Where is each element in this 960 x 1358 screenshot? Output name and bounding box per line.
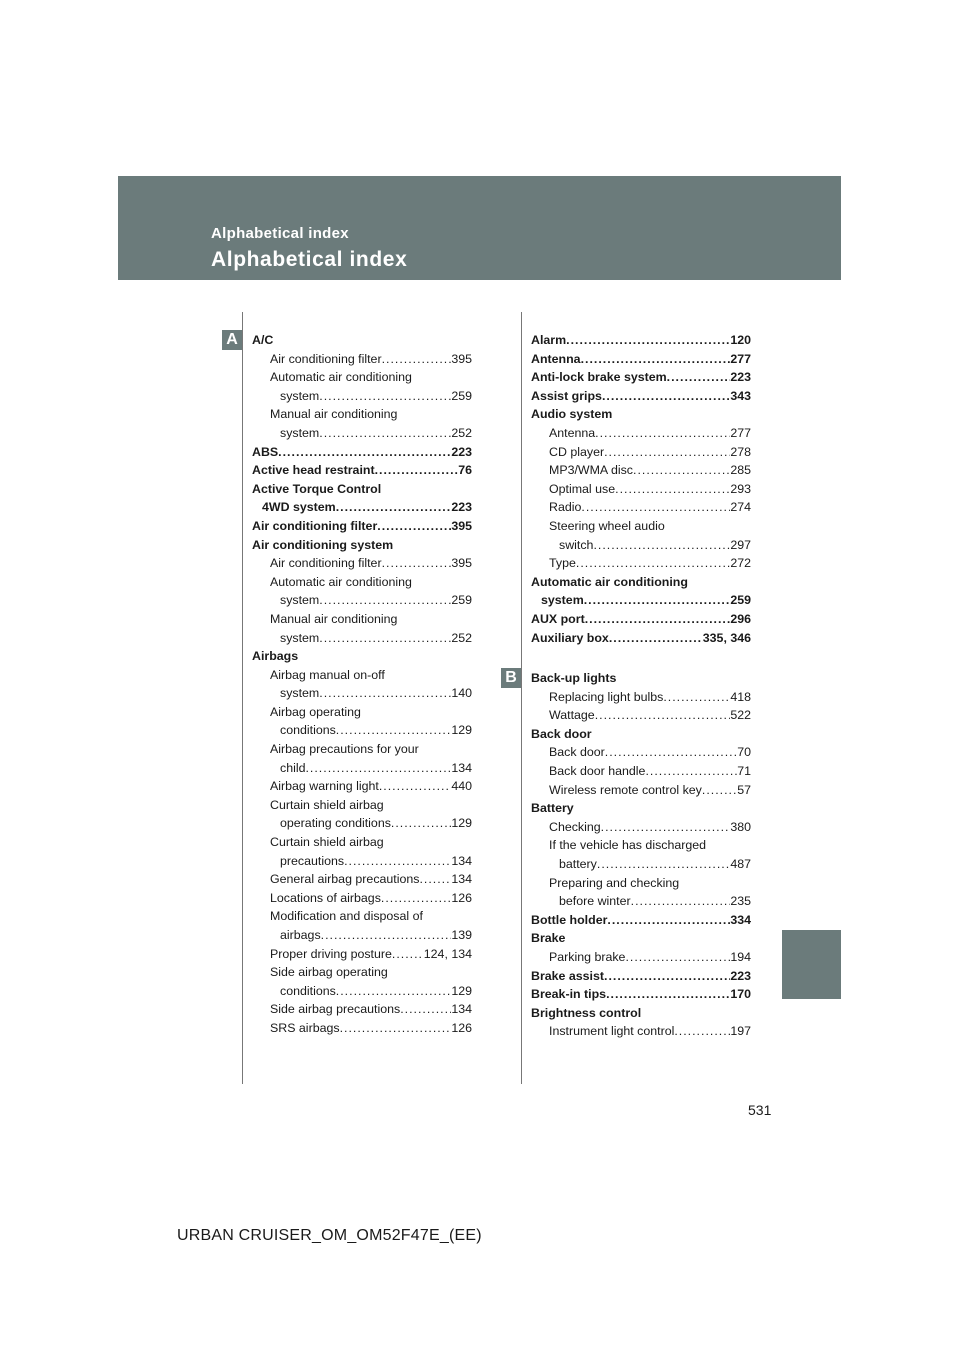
dot-leader xyxy=(278,443,451,462)
index-subentry xyxy=(252,852,472,871)
index-subentry xyxy=(252,945,472,964)
entry-page-number: 277 xyxy=(730,351,751,366)
dot-leader xyxy=(336,721,452,740)
index-entry xyxy=(252,480,472,499)
index-entry xyxy=(252,647,472,666)
entry-page-number: 71 xyxy=(737,764,751,779)
index-subentry xyxy=(252,740,472,759)
index-entry xyxy=(531,573,751,592)
entry-text: system xyxy=(280,630,320,645)
index-entry xyxy=(531,1004,751,1023)
dot-leader xyxy=(305,759,451,778)
entry-text: Proper driving posture xyxy=(270,946,392,961)
entry-text: Manual air conditioning xyxy=(270,611,398,626)
entry-text: Back door xyxy=(531,726,592,741)
entry-text: If the vehicle has discharged xyxy=(549,838,707,853)
entry-page-number: 129 xyxy=(451,723,472,738)
entry-page-number: 129 xyxy=(451,983,472,998)
dot-leader xyxy=(319,684,451,703)
entry-page-number: 440 xyxy=(451,779,472,794)
entry-text: Active head restraint xyxy=(252,463,375,478)
index-subentry xyxy=(531,874,751,893)
entry-text: Preparing and checking xyxy=(549,875,680,890)
page-number: 531 xyxy=(748,1102,772,1118)
entry-text: child xyxy=(280,760,306,775)
index-subentry xyxy=(531,461,751,480)
index-entry xyxy=(531,985,751,1004)
dot-leader xyxy=(377,517,451,536)
dot-leader xyxy=(605,743,737,762)
index-subentry xyxy=(252,777,472,796)
entry-page-number: 272 xyxy=(730,556,751,571)
index-subentry xyxy=(252,424,472,443)
entry-page-number: 277 xyxy=(730,425,751,440)
entry-page-number: 120 xyxy=(730,333,751,347)
index-entry xyxy=(531,350,751,369)
index-column-right xyxy=(531,331,751,1041)
index-subentry xyxy=(252,963,472,982)
entry-text: airbags xyxy=(280,928,321,942)
index-subentry xyxy=(252,1019,472,1038)
entry-text: Side airbag precautions xyxy=(270,1002,401,1017)
entry-text: Back door xyxy=(549,745,605,760)
index-subentry xyxy=(531,1022,751,1041)
section-gap xyxy=(531,647,751,669)
entry-text: Steering wheel audio xyxy=(549,518,665,533)
entry-text: system xyxy=(280,686,320,701)
entry-text: Airbag operating xyxy=(270,704,361,719)
entry-page-number: 70 xyxy=(737,745,751,760)
index-entry xyxy=(531,799,751,818)
entry-text: A/C xyxy=(252,333,274,347)
index-subentry xyxy=(252,759,472,778)
dot-leader xyxy=(674,1022,730,1041)
index-subentry xyxy=(531,443,751,462)
dot-leader xyxy=(321,926,452,945)
index-entry xyxy=(531,387,751,406)
entry-page-number: 252 xyxy=(451,425,472,440)
dot-leader xyxy=(382,554,452,573)
dot-leader xyxy=(615,480,730,499)
entry-text: Air conditioning filter xyxy=(252,518,378,533)
entry-text: switch xyxy=(559,537,594,552)
entry-text: battery xyxy=(559,857,597,872)
index-entry xyxy=(531,725,751,744)
entry-text: Bottle holder xyxy=(531,912,608,927)
index-subentry xyxy=(252,350,472,369)
entry-text: Active Torque Control xyxy=(252,481,382,496)
dot-leader xyxy=(391,814,451,833)
entry-text: Optimal use xyxy=(549,481,616,496)
index-subentry xyxy=(252,814,472,833)
dot-leader xyxy=(319,424,451,443)
index-subentry xyxy=(531,836,751,855)
dot-leader xyxy=(584,591,731,610)
entry-page-number: 259 xyxy=(451,388,472,403)
entry-page-number: 134 xyxy=(451,872,472,887)
entry-text: Assist grips xyxy=(531,388,602,403)
entry-text: Auxiliary box xyxy=(531,630,609,645)
dot-leader xyxy=(344,852,451,871)
dot-leader xyxy=(585,610,731,629)
index-subentry xyxy=(531,424,751,443)
entry-text: system xyxy=(280,593,320,608)
dot-leader xyxy=(336,982,452,1001)
entry-page-number: 522 xyxy=(730,708,751,723)
index-entry xyxy=(252,498,472,517)
index-subentry xyxy=(252,591,472,610)
entry-page-number: 395 xyxy=(451,556,472,571)
entry-text: Airbags xyxy=(252,649,299,664)
dot-leader xyxy=(597,855,730,874)
dot-leader xyxy=(319,591,451,610)
entry-text: Break-in tips xyxy=(531,987,607,1002)
entry-text: Replacing light bulbs xyxy=(549,689,664,704)
dot-leader xyxy=(400,1000,451,1019)
index-subentry xyxy=(252,907,472,926)
dot-leader xyxy=(336,498,452,517)
dot-leader xyxy=(602,387,730,406)
letter-marker-b: B xyxy=(501,668,521,688)
dot-leader xyxy=(581,350,731,369)
entry-page-number: 259 xyxy=(451,593,472,608)
entry-page-number: 170 xyxy=(730,987,751,1002)
entry-text: Alarm xyxy=(531,333,567,347)
index-entry xyxy=(252,443,472,462)
entry-text: Type xyxy=(549,556,576,571)
index-subentry xyxy=(252,684,472,703)
entry-text: Automatic air conditioning xyxy=(270,574,412,589)
page-title: Alphabetical index xyxy=(211,248,408,271)
index-entry xyxy=(531,591,751,610)
entry-page-number: 335, 346 xyxy=(702,630,751,645)
entry-text: Anti-lock brake system xyxy=(531,370,667,385)
dot-leader xyxy=(601,818,731,837)
entry-text: Parking brake xyxy=(549,950,626,964)
dot-leader xyxy=(319,387,451,406)
entry-text: Airbag warning light xyxy=(270,779,379,794)
entry-text: Audio system xyxy=(531,407,613,422)
dot-leader xyxy=(625,948,730,967)
entry-text: AUX port xyxy=(531,611,585,626)
dot-leader xyxy=(340,1019,452,1038)
entry-page-number: 380 xyxy=(730,819,751,834)
dot-leader xyxy=(379,777,451,796)
index-subentry xyxy=(252,833,472,852)
index-subentry xyxy=(252,610,472,629)
dot-leader xyxy=(593,536,730,555)
index-subentry xyxy=(252,405,472,424)
entry-text: Instrument light control xyxy=(549,1024,675,1039)
index-entry xyxy=(531,629,751,648)
entry-text: Radio xyxy=(549,500,582,515)
entry-text: precautions xyxy=(280,853,345,868)
index-subentry xyxy=(252,721,472,740)
entry-text: Automatic air conditioning xyxy=(270,370,412,385)
index-subentry xyxy=(252,982,472,1001)
entry-page-number: 139 xyxy=(451,928,472,942)
index-entry xyxy=(531,405,751,424)
index-subentry xyxy=(531,762,751,781)
index-subentry xyxy=(252,703,472,722)
entry-page-number: 134 xyxy=(451,853,472,868)
index-entry xyxy=(531,911,751,930)
dot-leader xyxy=(633,461,730,480)
index-subentry xyxy=(252,796,472,815)
index-subentry xyxy=(531,536,751,555)
index-subentry xyxy=(252,573,472,592)
dot-leader xyxy=(604,443,730,462)
dot-leader xyxy=(604,967,730,986)
entry-text: Brake assist xyxy=(531,968,605,983)
index-subentry xyxy=(531,892,751,911)
entry-page-number: 194 xyxy=(730,950,751,964)
entry-page-number: 296 xyxy=(730,611,751,626)
entry-text: Automatic air conditioning xyxy=(531,574,688,589)
entry-text: 4WD system xyxy=(262,500,336,515)
entry-text: Air conditioning filter xyxy=(270,556,382,571)
index-subentry xyxy=(531,781,751,800)
entry-page-number: 418 xyxy=(730,689,751,704)
entry-text: Modification and disposal of xyxy=(270,909,423,924)
entry-text: Curtain shield airbag xyxy=(270,835,384,850)
entry-page-number: 297 xyxy=(730,537,751,552)
dot-leader xyxy=(606,985,730,1004)
index-entry xyxy=(252,331,472,350)
entry-text: Air conditioning system xyxy=(252,537,394,552)
entry-page-number: 395 xyxy=(451,351,472,366)
dot-leader xyxy=(607,911,730,930)
column-divider-right xyxy=(521,312,522,1084)
document-footer: URBAN CRUISER_OM_OM52F47E_(EE) xyxy=(177,1227,482,1244)
entry-text: before winter xyxy=(559,894,631,909)
entry-text: system xyxy=(280,425,320,440)
index-subentry xyxy=(252,870,472,889)
entry-text: operating conditions xyxy=(280,816,391,831)
entry-page-number: 124, 134 xyxy=(423,946,472,961)
side-thumb-tab xyxy=(782,930,841,999)
entry-text: Back-up lights xyxy=(531,671,617,686)
entry-page-number: 197 xyxy=(730,1024,751,1039)
entry-text: Side airbag operating xyxy=(270,965,388,980)
index-subentry xyxy=(531,948,751,967)
entry-page-number: 334 xyxy=(730,912,751,927)
entry-page-number: 274 xyxy=(730,500,751,515)
entry-page-number: 223 xyxy=(451,500,472,515)
index-subentry xyxy=(531,743,751,762)
dot-leader xyxy=(392,945,424,964)
header-subtitle: Alphabetical index xyxy=(211,225,349,242)
dot-leader xyxy=(702,781,737,800)
dot-leader xyxy=(663,688,730,707)
entry-text: Brightness control xyxy=(531,1005,642,1020)
entry-text: system xyxy=(541,593,584,608)
index-entry xyxy=(531,610,751,629)
entry-page-number: 126 xyxy=(451,1020,472,1035)
dot-leader xyxy=(382,350,452,369)
index-subentry xyxy=(531,498,751,517)
index-entry xyxy=(252,536,472,555)
dot-leader xyxy=(319,629,451,648)
entry-page-number: 134 xyxy=(451,1002,472,1017)
entry-page-number: 235 xyxy=(730,894,751,909)
dot-leader xyxy=(631,892,731,911)
index-subentry xyxy=(252,387,472,406)
entry-page-number: 223 xyxy=(730,370,751,385)
entry-page-number: 126 xyxy=(451,890,472,905)
index-subentry xyxy=(531,818,751,837)
entry-text: MP3/WMA disc xyxy=(549,463,633,478)
entry-page-number: 293 xyxy=(730,481,751,496)
dot-leader xyxy=(576,554,730,573)
dot-leader xyxy=(566,331,730,350)
entry-text: Air conditioning filter xyxy=(270,351,382,366)
index-subentry xyxy=(531,517,751,536)
entry-page-number: 343 xyxy=(730,388,751,403)
dot-leader xyxy=(595,706,731,725)
column-divider-left xyxy=(242,312,243,1084)
dot-leader xyxy=(419,870,451,889)
entry-page-number: 259 xyxy=(730,593,751,608)
dot-leader xyxy=(375,461,459,480)
index-subentry xyxy=(252,666,472,685)
entry-text: conditions xyxy=(280,983,336,998)
section-header xyxy=(118,176,841,280)
index-subentry xyxy=(252,554,472,573)
entry-page-number: 285 xyxy=(730,463,751,478)
entry-page-number: 278 xyxy=(730,444,751,459)
index-subentry xyxy=(531,855,751,874)
index-entry xyxy=(531,929,751,948)
entry-page-number: 487 xyxy=(730,857,751,872)
dot-leader xyxy=(609,629,703,648)
entry-page-number: 395 xyxy=(451,518,472,533)
dot-leader xyxy=(645,762,737,781)
dot-leader xyxy=(595,424,730,443)
index-subentry xyxy=(252,368,472,387)
entry-text: Curtain shield airbag xyxy=(270,797,384,812)
index-column-left xyxy=(252,331,472,1038)
index-subentry xyxy=(531,706,751,725)
entry-page-number: 134 xyxy=(451,760,472,775)
entry-text: Checking xyxy=(549,819,601,834)
index-entry xyxy=(252,461,472,480)
index-entry xyxy=(531,331,751,350)
entry-text: Battery xyxy=(531,801,574,816)
entry-text: SRS airbags xyxy=(270,1020,340,1035)
entry-text: system xyxy=(280,388,320,403)
entry-page-number: 129 xyxy=(451,816,472,831)
entry-text: Antenna xyxy=(549,425,596,440)
dot-leader xyxy=(381,889,451,908)
dot-leader xyxy=(581,498,730,517)
index-entry xyxy=(531,368,751,387)
index-subentry xyxy=(252,629,472,648)
index-subentry xyxy=(252,926,472,945)
entry-text: CD player xyxy=(549,444,605,459)
index-entry xyxy=(531,967,751,986)
entry-text: Back door handle xyxy=(549,764,646,779)
index-entry xyxy=(252,517,472,536)
entry-page-number: 252 xyxy=(451,630,472,645)
letter-marker-a: A xyxy=(222,330,242,350)
entry-text: Manual air conditioning xyxy=(270,407,398,422)
entry-text: conditions xyxy=(280,723,336,738)
index-subentry xyxy=(531,480,751,499)
index-entry xyxy=(531,669,751,688)
entry-page-number: 57 xyxy=(737,782,751,797)
dot-leader xyxy=(667,368,731,387)
entry-text: Brake xyxy=(531,931,566,946)
entry-text: ABS xyxy=(252,444,279,459)
entry-text: Wattage xyxy=(549,708,595,723)
entry-page-number: 223 xyxy=(451,444,472,459)
index-subentry xyxy=(531,688,751,707)
entry-text: Airbag precautions for your xyxy=(270,742,419,757)
entry-page-number: 76 xyxy=(458,463,472,478)
entry-text: Locations of airbags xyxy=(270,890,381,905)
index-subentry xyxy=(252,1000,472,1019)
entry-text: Antenna xyxy=(531,351,581,366)
entry-page-number: 223 xyxy=(730,968,751,983)
entry-text: General airbag precautions xyxy=(270,872,420,887)
index-subentry xyxy=(531,554,751,573)
index-subentry xyxy=(252,889,472,908)
entry-text: Airbag manual on-off xyxy=(270,667,385,682)
entry-text: Wireless remote control key xyxy=(549,782,702,797)
entry-page-number: 140 xyxy=(451,686,472,701)
